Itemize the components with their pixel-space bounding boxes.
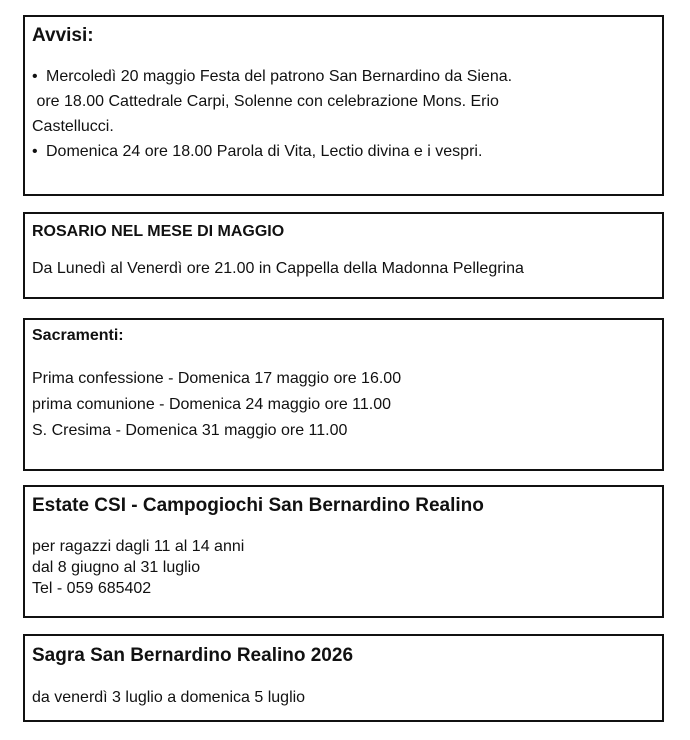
- avvisi-title: Avvisi:: [32, 25, 94, 46]
- sacramenti-line: S. Cresima - Domenica 31 maggio ore 11.00: [32, 422, 348, 439]
- sagra-text: da venerdì 3 luglio a domenica 5 luglio: [32, 689, 306, 706]
- avvisi-item-1-line-1: Mercoledì 20 maggio Festa del patrono San Bernardino da Siena.: [46, 68, 513, 85]
- estate-content: [32, 536, 655, 599]
- estate-box: [23, 485, 664, 618]
- estate-line: dal 8 giugno al 31 luglio: [32, 559, 201, 576]
- sagra-content: [32, 685, 655, 710]
- sacramenti-title: Sacramenti:: [32, 327, 124, 344]
- avvisi-item-2-text: Domenica 24 ore 18.00 Parola di Vita, Lectio divina e i vespri.: [46, 143, 483, 160]
- sacramenti-content: [32, 366, 655, 444]
- rosario-text: Da Lunedì al Venerdì ore 21.00 in Cappella della Madonna Pellegrina: [32, 260, 524, 277]
- estate-phone: Tel - 059 685402: [32, 580, 152, 597]
- avvisi-item-1: [32, 64, 655, 89]
- rosario-content: [32, 256, 655, 281]
- avvisi-item-1-line-2: ore 18.00 Cattedrale Carpi, Solenne con celebrazione Mons. Erio: [32, 93, 499, 110]
- estate-title: Estate CSI - Campogiochi San Bernardino Realino: [32, 495, 484, 516]
- sacramenti-box: [23, 318, 664, 471]
- avvisi-box: [23, 15, 664, 196]
- sagra-box: [23, 634, 664, 722]
- sacramenti-line: Prima confessione - Domenica 17 maggio ore 16.00: [32, 370, 402, 387]
- avvisi-item-2: [32, 139, 655, 164]
- rosario-box: [23, 212, 664, 299]
- bullet-icon: •: [32, 143, 38, 160]
- estate-line: per ragazzi dagli 11 al 14 anni: [32, 538, 245, 555]
- bullet-icon: •: [32, 68, 38, 85]
- avvisi-item-1-line-3: Castellucci.: [32, 118, 114, 135]
- avvisi-content: [32, 64, 655, 164]
- rosario-title: ROSARIO NEL MESE DI MAGGIO: [32, 223, 285, 240]
- sagra-title: Sagra San Bernardino Realino 2026: [32, 645, 354, 666]
- sacramenti-line: prima comunione - Domenica 24 maggio ore 11.00: [32, 396, 392, 413]
